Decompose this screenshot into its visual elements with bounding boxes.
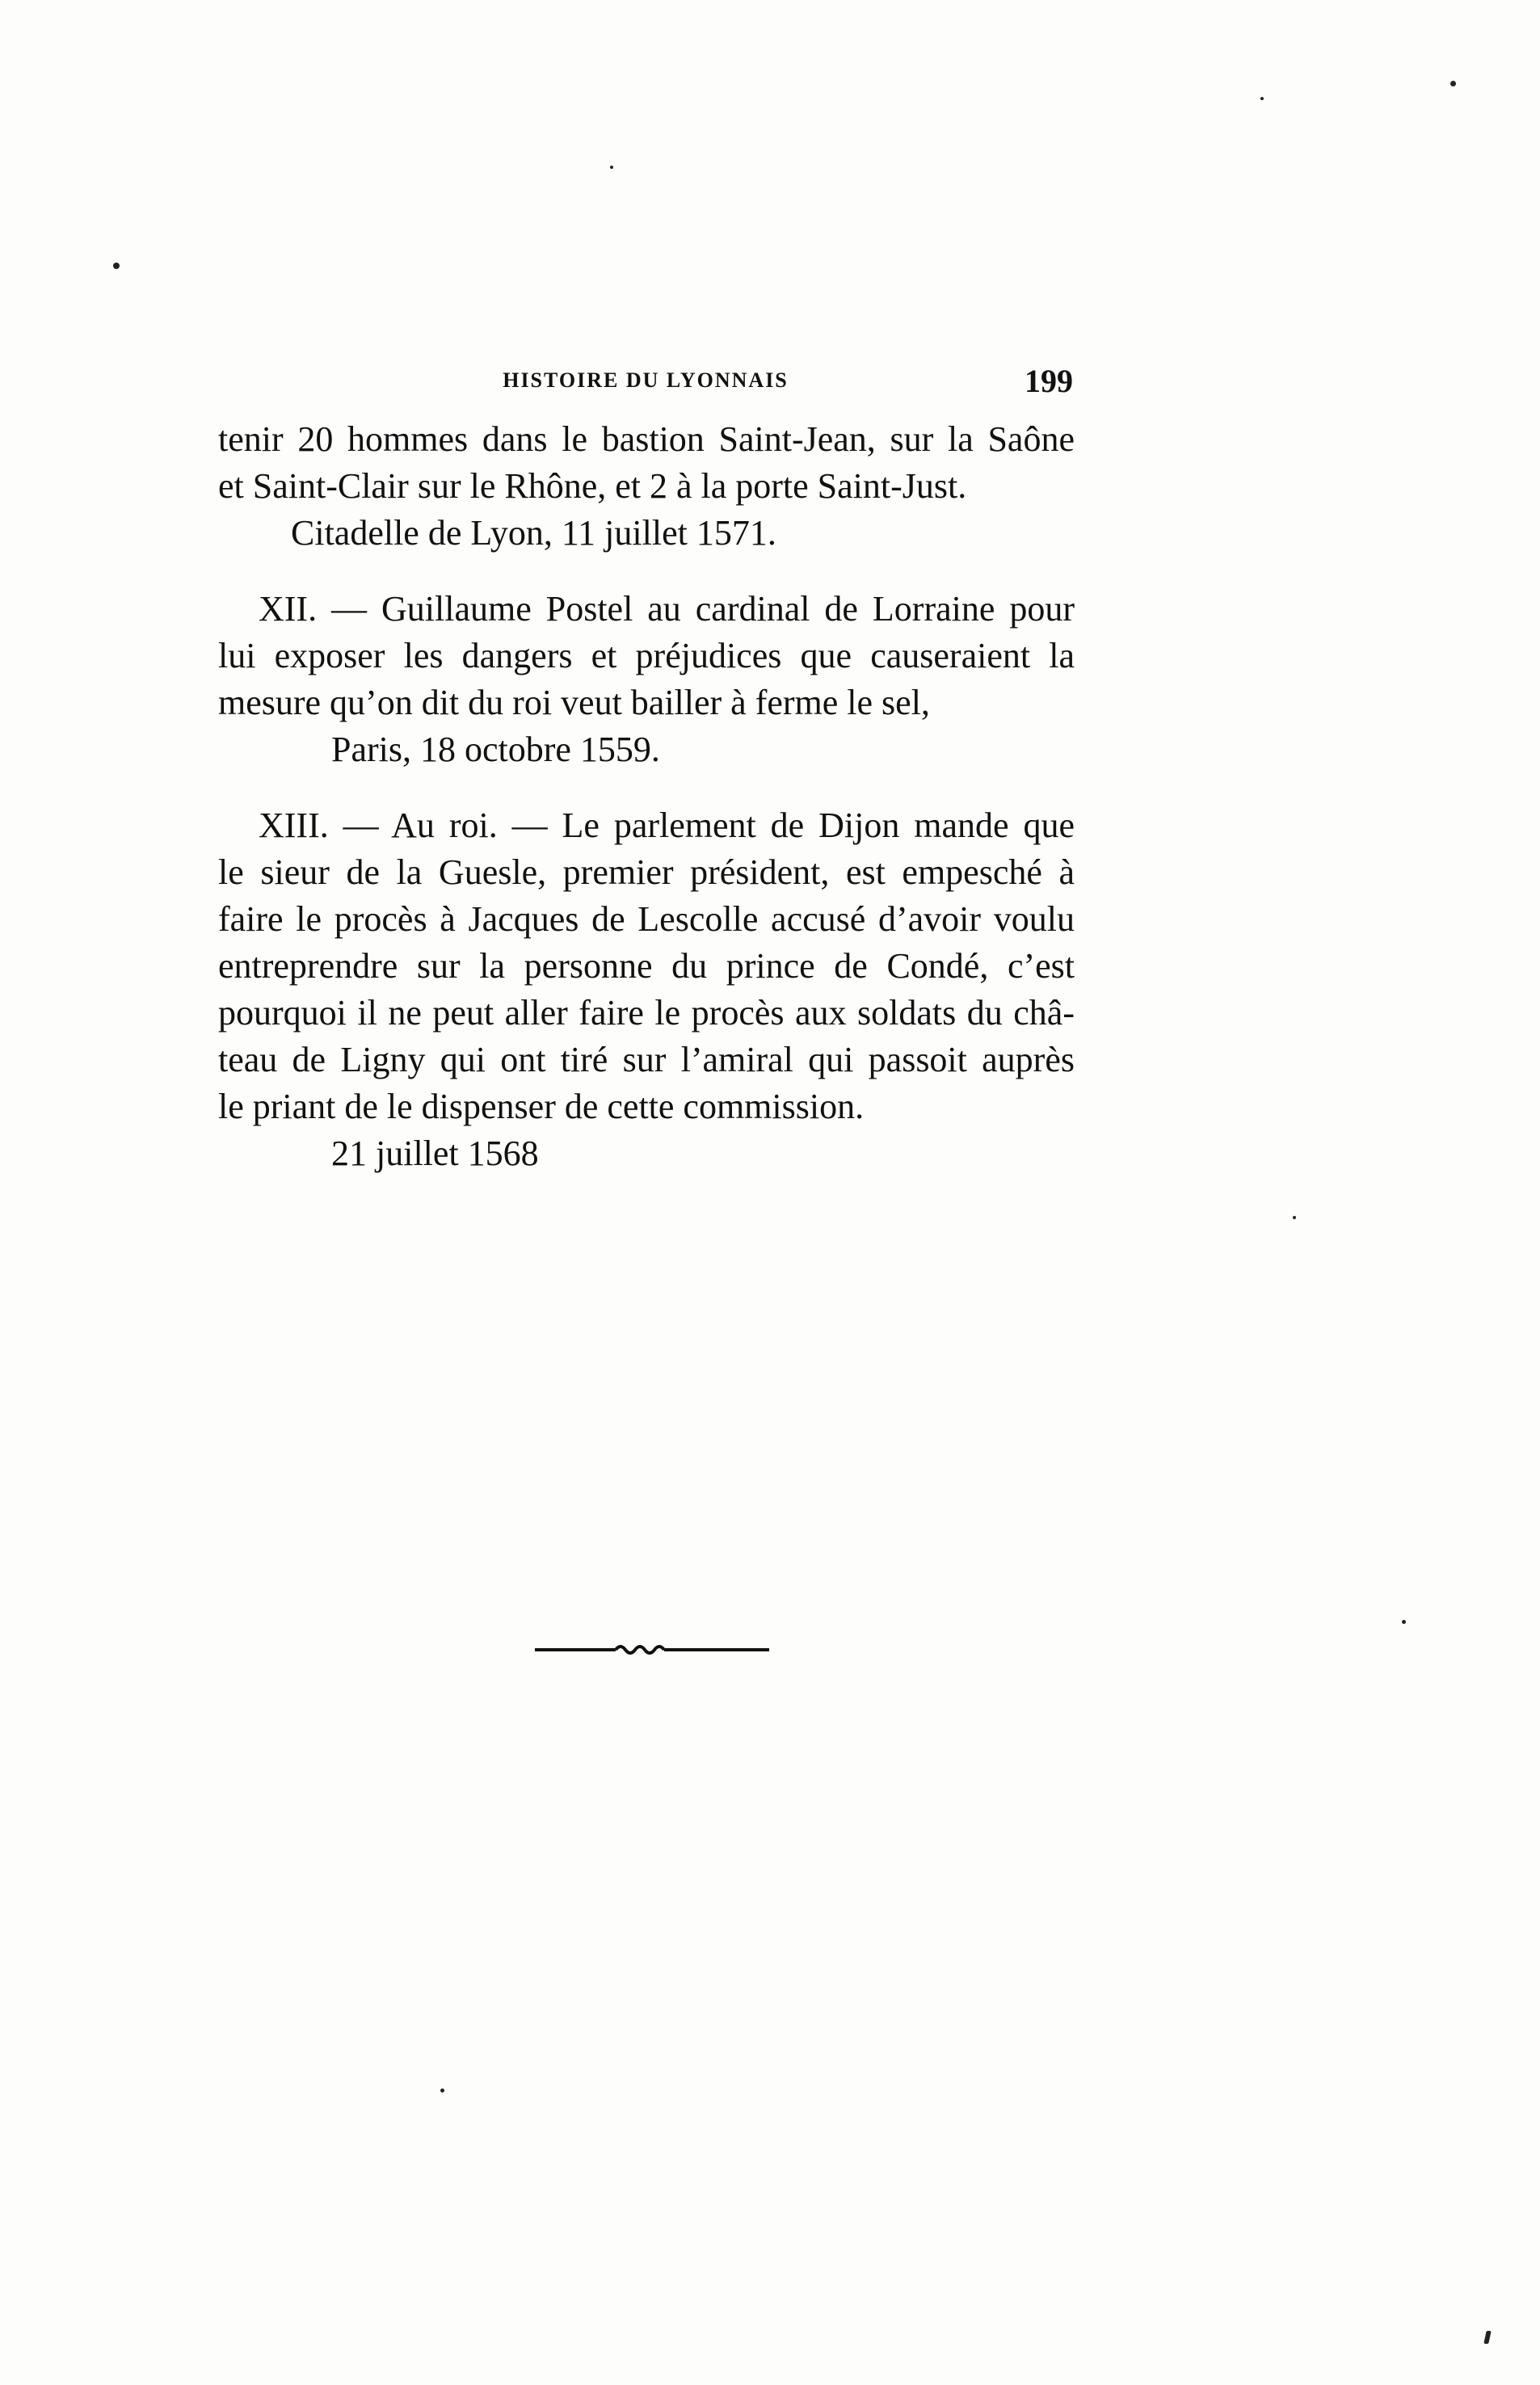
paper-speck — [1450, 81, 1456, 86]
dateline: Citadelle de Lyon, 11 juillet 1571. — [291, 513, 776, 553]
page-header — [218, 362, 1073, 410]
entry-xiii — [218, 802, 1075, 1177]
text-line: lui exposer les dangers et préjudices que causeraient la — [218, 636, 1075, 675]
text-line: XIII. — Au roi. — Le parlement de Dijon mande que — [259, 806, 1075, 845]
text-line: le priant de le dispenser de cette commission. — [218, 1087, 865, 1126]
paper-speck — [1483, 2331, 1491, 2344]
paper-speck — [113, 263, 120, 269]
tail-piece-flourish — [535, 1640, 769, 1659]
dateline: 21 juillet 1568 — [331, 1134, 539, 1173]
entry-xii — [218, 586, 1075, 773]
page-number: 199 — [1025, 363, 1073, 399]
text-line: XII. — Guillaume Postel au cardinal de Lorraine pour — [259, 589, 1075, 629]
running-title: HISTOIRE DU LYONNAIS — [503, 368, 789, 392]
paper-speck — [1293, 1216, 1296, 1219]
dateline: Paris, 18 octobre 1559. — [331, 730, 660, 769]
text-line: et Saint-Clair sur le Rhône, et 2 à la porte Saint-Just. — [218, 466, 967, 506]
paper-speck — [1402, 1620, 1406, 1624]
text-line: tenir 20 hommes dans le bastion Saint-Jean, sur la Saône — [218, 419, 1075, 459]
text-line: pourquoi il ne peut aller faire le procès aux soldats du châ- — [218, 993, 1075, 1033]
text-line: faire le procès à Jacques de Lescolle accusé d’avoir voulu — [218, 899, 1075, 939]
paper-speck — [440, 2088, 444, 2093]
paper-speck — [610, 166, 613, 169]
text-line: teau de Ligny qui ont tiré sur l’amiral qui passoit auprès — [218, 1040, 1075, 1079]
text-line: mesure qu’on dit du roi veut bailler à ferme le sel, — [218, 683, 930, 722]
paragraph-continuation — [218, 416, 1075, 557]
text-line: entreprendre sur la personne du prince de Condé, c’est — [218, 946, 1075, 986]
text-line: le sieur de la Guesle, premier président, est empesché à — [218, 852, 1075, 892]
paper-speck — [1260, 97, 1264, 100]
body-text — [218, 416, 1075, 1177]
